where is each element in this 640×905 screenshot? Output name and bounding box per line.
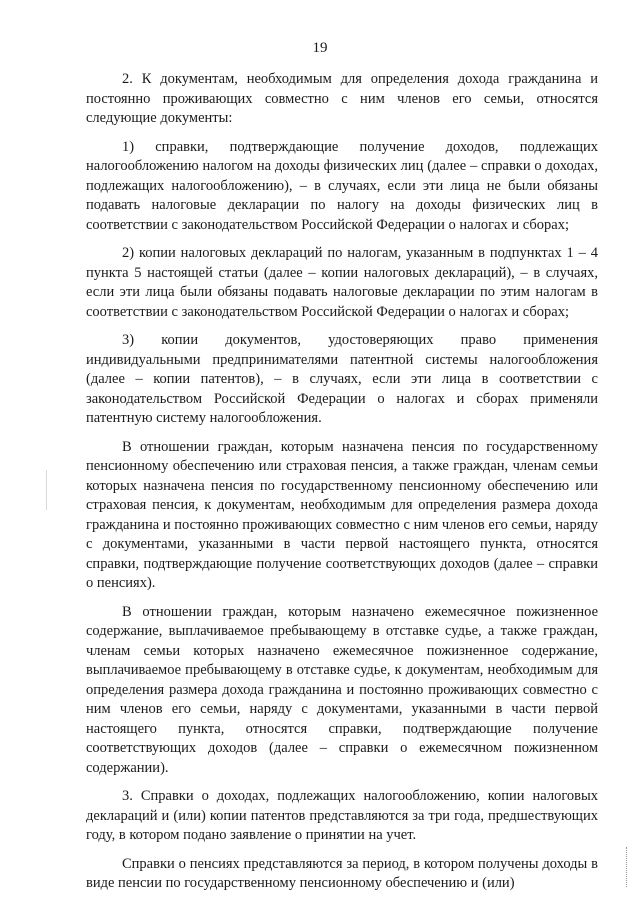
paragraph-subitem-1: 1) справки, подтверждающие получение доходов, подлежащих налогообложению налогом на доходы физических лиц (далее – справки о доходах, подлежащих налогообложению), – в случаях, если эти лица не были обязаны подавать налоговые декларации по налогу на доходы физических лиц в соответствии с законодательством Российской Федерации о налогах и сборах;	[86, 138, 598, 233]
paragraph-subitem-2: 2) копии налоговых деклараций по налогам, указанным в подпунктах 1 – 4 пункта 5 настоящей статьи (далее – копии налоговых деклараций), – в случаях, если эти лица были обязаны подавать налоговые декларации по этим налогам в соответствии с законодательством Российской Федерации о налогах и сборах;	[86, 245, 598, 320]
paragraph-judges-allowance: В отношении граждан, которым назначено ежемесячное пожизненное содержание, выплачиваемое пребывающему в отставке судье, а также граждан, членам семьи которых назначено ежемесячное пожизненное содержание, выплачиваемое пребывающему в отставке судье, к документам, необходимым для определения размера дохода гражданина и постоянно проживающих совместно с ним членов его семьи, наряду с документами, указанными в части первой настоящего пункта, относятся справки, подтверждающие получение соответствующих доходов (далее – справки о ежемесячном пожизненном содержании).	[86, 603, 598, 776]
scan-artifact-left	[46, 470, 47, 510]
scan-artifact-right	[626, 847, 630, 887]
paragraph-pension-period: Справки о пенсиях представляются за период, в котором получены доходы в виде пенсии по государственному пенсионному обеспечению и (или)	[86, 855, 598, 891]
paragraph-pensions: В отношении граждан, которым назначена пенсия по государственному пенсионному обеспечению или страховая пенсия, а также граждан, членам семьи которых назначена пенсия по государственному пенсионному обеспечению или страховая пенсия, к документам, необходимым для определения размера дохода гражданина и постоянно проживающих совместно с ним членов его семьи, наряду с документами, указанными в части первой настоящего пункта, относятся справки, подтверждающие получение соответствующих доходов (далее – справки о пенсиях).	[86, 438, 598, 591]
page-number: 19	[312, 40, 328, 56]
paragraph-item-3: 3. Справки о доходах, подлежащих налогообложению, копии налоговых деклараций и (или) копии патентов представляются за три года, предшествующих году, в котором подано заявление о принятии на учет.	[86, 788, 598, 843]
document-body	[86, 70, 598, 903]
paragraph-item-2: 2. К документам, необходимым для определения дохода гражданина и постоянно проживающих совместно с ним членов его семьи, относятся следующие документы:	[86, 71, 598, 126]
paragraph-subitem-3: 3) копии документов, удостоверяющих право применения индивидуальными предпринимателями патентной системы налогообложения (далее – копии патентов), – в случаях, если эти лица в соответствии с законодательством Российской Федерации о налогах и сборах применяли патентную систему налогообложения.	[86, 332, 598, 426]
